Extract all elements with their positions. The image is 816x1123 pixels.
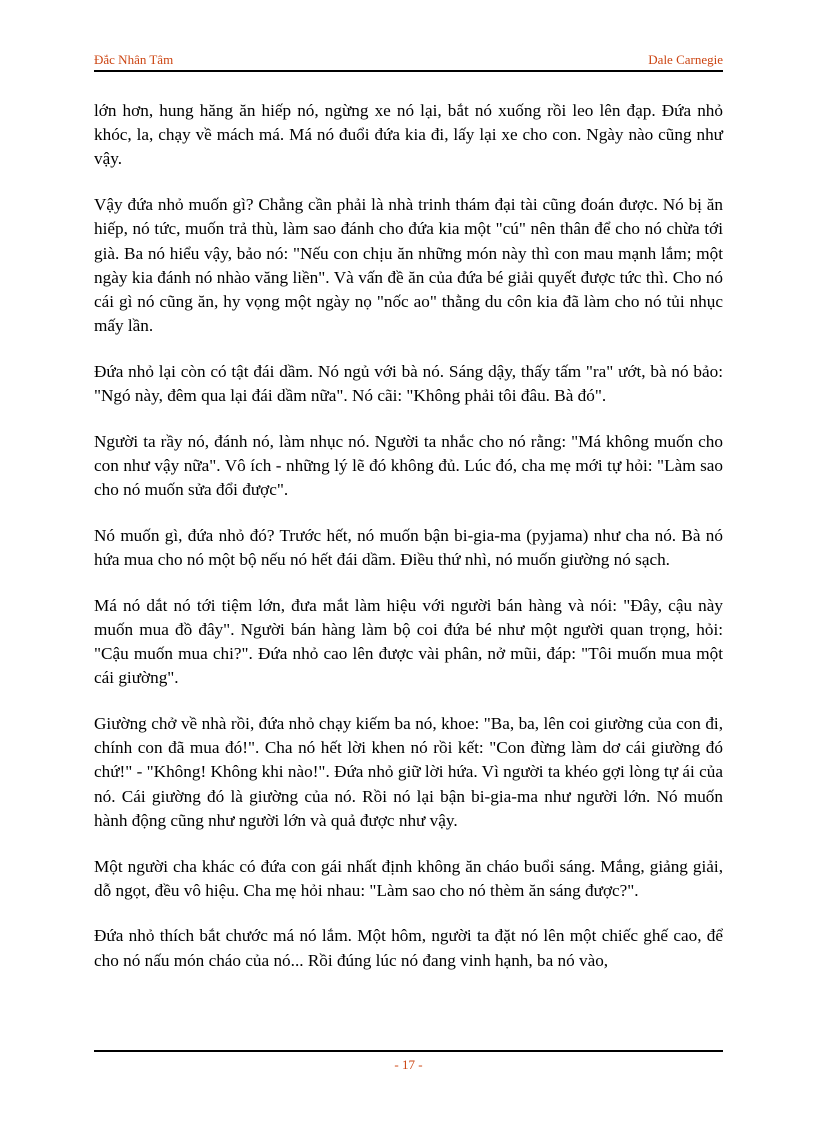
paragraph: Một người cha khác có đứa con gái nhất định không ăn cháo buổi sáng. Mắng, giảng giải, dỗ ngọt, đều vô hiệu. Cha mẹ hỏi nhau: "Làm sao cho nó thèm ăn sáng được?". bbox=[94, 856, 723, 900]
page-header bbox=[94, 50, 723, 70]
page-number: - 17 - bbox=[394, 1057, 423, 1072]
paragraph: Vậy đứa nhỏ muốn gì? Chẳng cần phải là nhà trinh thám đại tài cũng đoán được. Nó bị ăn hiếp, nó tức, muốn trả thù, làm sao đánh cho đứa kia một "cú" nên thân để cho nó chừa tới già. Ba nó hiểu vậy, bảo nó: "Nếu con chịu ăn những món này thì con mau mạnh lắm; một ngày kia đánh nó nhào văng liền". Và vấn đề ăn của đứa bé giải quyết được tức thì. Cho nó cái gì nó cũng ăn, hy vọng một ngày nọ "nốc ao" thằng du côn kia đã làm cho nó tủi nhục mấy lần. bbox=[94, 195, 723, 336]
paragraph: Đứa nhỏ thích bắt chước má nó lắm. Một hôm, người ta đặt nó lên một chiếc ghế cao, để cho nó nấu món cháo của nó... Rồi đúng lúc nó đang vinh hạnh, ba nó vào, bbox=[94, 926, 723, 970]
paragraph: Đứa nhỏ lại còn có tật đái dầm. Nó ngủ với bà nó. Sáng dậy, thấy tấm "ra" ướt, bà nó bảo: "Ngó này, đêm qua lại đái dầm nữa". Nó cãi: "Không phải tôi đâu. Bà đó". bbox=[94, 361, 723, 406]
paragraph: Người ta rầy nó, đánh nó, làm nhục nó. Người ta nhắc cho nó rằng: "Má không muốn cho con như vậy nữa". Vô ích - những lý lẽ đó không đủ. Lúc đó, cha mẹ mới tự hỏi: "Làm sao cho nó muốn sửa đổi được". bbox=[94, 431, 723, 500]
paragraph: Má nó dắt nó tới tiệm lớn, đưa mắt làm hiệu với người bán hàng và nói: "Đây, cậu này muốn mua đồ đây". Người bán hàng làm bộ coi đứa bé như một người quan trọng, hỏi: "Cậu muốn mua chi?". Đứa nhỏ cao lên được vài phân, nở mũi, đáp: "Tôi muốn mua một cái giường". bbox=[94, 595, 723, 688]
header-divider bbox=[94, 70, 723, 72]
page-body bbox=[94, 99, 723, 994]
footer-divider bbox=[94, 1050, 723, 1052]
paragraph: Nó muốn gì, đứa nhỏ đó? Trước hết, nó muốn bận bi-gia-ma (pyjama) như cha nó. Bà nó hứa mua cho nó một bộ nếu nó hết đái dầm. Điều thứ nhì, nó muốn giường nó sạch. bbox=[94, 525, 723, 570]
author-name: Dale Carnegie bbox=[648, 52, 723, 67]
paragraph: lớn hơn, hung hăng ăn hiếp nó, ngừng xe nó lại, bắt nó xuống rồi leo lên đạp. Đứa nhỏ khóc, la, chạy về mách má. Má nó đuổi đứa kia đi, lấy lại xe cho con. Ngày nào cũng như vậy. bbox=[94, 101, 723, 169]
book-title: Đắc Nhân Tâm bbox=[94, 52, 174, 67]
paragraph: Giường chở về nhà rồi, đứa nhỏ chạy kiếm ba nó, khoe: "Ba, ba, lên coi giường của con đi, chính con đã mua đó!". Cha nó hết lời khen nó rồi kết: "Con đừng làm dơ cái giường đó chứ!" - "Không! Không khi nào!". Đứa nhỏ giữ lời hứa. Vì người ta khéo gợi lòng tự ái của nó. Cái giường đó là giường của nó. Rồi nó lại bận bi-gia-ma như người lớn. Nó muốn hành động cũng như người lớn và quả được như vậy. bbox=[94, 714, 723, 830]
